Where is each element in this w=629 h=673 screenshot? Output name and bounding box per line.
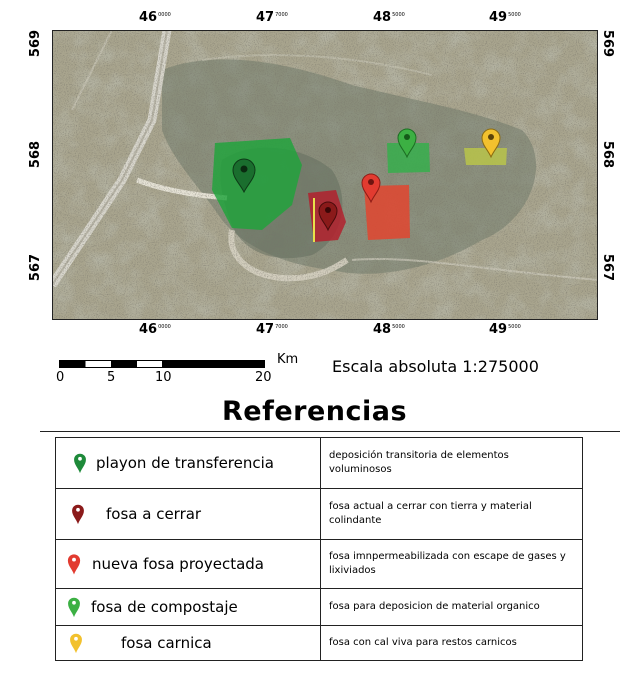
- ref-name-compostaje: fosa de compostaje: [91, 598, 238, 616]
- grid-right-567: 567: [600, 253, 616, 282]
- grid-top-49: $49^{5000}$: [489, 10, 521, 25]
- ref-name-nueva-fosa: nueva fosa proyectada: [92, 555, 264, 573]
- grid-left-569: 569: [28, 29, 44, 58]
- dark-red-pin-icon: [71, 503, 85, 525]
- table-row: [56, 489, 583, 540]
- ref-desc-carnica: fosa con cal viva para restos carnicos: [321, 626, 583, 661]
- grid-right-569: 569: [600, 29, 616, 58]
- grid-left-567: 567: [28, 253, 44, 282]
- grid-top-46: $46^{0000}$: [139, 10, 171, 25]
- grid-right-568: 568: [600, 140, 616, 169]
- scale-unit: Km: [277, 352, 299, 367]
- ref-name-carnica: fosa carnica: [121, 634, 212, 652]
- light-green-pin-icon: [67, 596, 81, 618]
- ref-desc-fosa-cerrar: fosa actual a cerrar con tierra y material colindante: [321, 489, 583, 540]
- scale-label-20: 20: [255, 370, 272, 385]
- grid-bottom-48: $48^{5000}$: [373, 322, 405, 337]
- grid-bottom-49: $49^{5000}$: [489, 322, 521, 337]
- satellite-map[interactable]: [52, 30, 598, 320]
- grid-top-48: $48^{5000}$: [373, 10, 405, 25]
- references-table: [55, 437, 583, 661]
- ref-name-playon: playon de transferencia: [96, 454, 274, 472]
- table-row: [56, 540, 583, 589]
- grid-bottom-46: $46^{0000}$: [139, 322, 171, 337]
- grid-top-47: $47^{7000}$: [256, 10, 288, 25]
- green-pin-icon: [73, 452, 87, 474]
- title-underline: [40, 431, 620, 432]
- table-row: [56, 589, 583, 626]
- absolute-scale: Escala absoluta 1:275000: [332, 357, 539, 376]
- ref-desc-compostaje: fosa para deposicion de material organico: [321, 589, 583, 626]
- ref-name-fosa-cerrar: fosa a cerrar: [106, 505, 202, 523]
- scale-label-10: 10: [155, 370, 172, 385]
- ref-desc-playon: deposición transitoria de elementos voluminosos: [321, 438, 583, 489]
- red-pin-icon: [67, 552, 81, 576]
- scale-label-0: 0: [56, 370, 65, 385]
- grid-bottom-47: $47^{7000}$: [256, 322, 288, 337]
- carnica-area: [464, 148, 507, 165]
- scale-bar: [59, 360, 269, 370]
- yellow-pin-icon: [69, 632, 83, 654]
- references-title: Referencias: [221, 396, 408, 427]
- scale-label-5: 5: [107, 370, 116, 385]
- ref-desc-nueva-fosa: fosa imnpermeabilizada con escape de gases y lixiviados: [321, 540, 583, 589]
- grid-left-568: 568: [28, 140, 44, 169]
- table-row: [56, 438, 583, 489]
- table-row: [56, 626, 583, 661]
